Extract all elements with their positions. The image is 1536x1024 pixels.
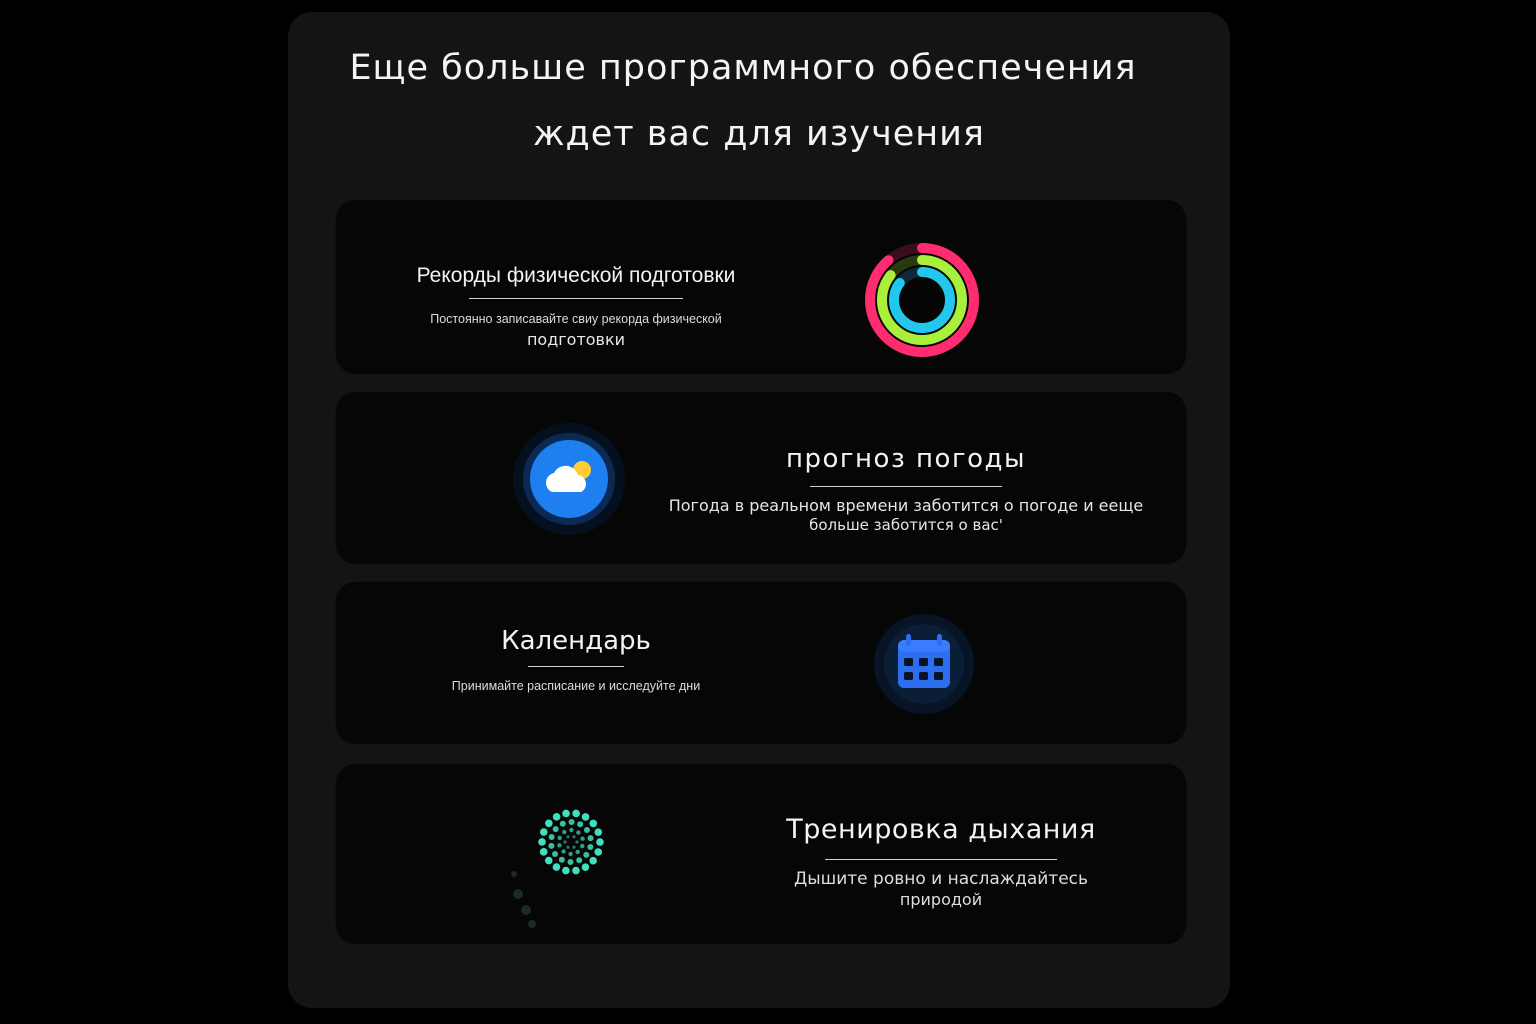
- breathe-icon: [496, 764, 646, 934]
- weather-text: [636, 444, 1176, 535]
- breathe-divider: [825, 859, 1057, 860]
- calendar-divider: [528, 666, 624, 667]
- calendar-text: [426, 626, 726, 695]
- fitness-divider: [469, 298, 683, 299]
- feature-card-weather[interactable]: [336, 392, 1186, 564]
- fitness-desc-line1: Постоянно записавайте свиу рекорда физической: [430, 312, 722, 326]
- feature-panel: [288, 12, 1230, 1008]
- feature-card-fitness[interactable]: [336, 200, 1186, 374]
- weather-divider: [810, 486, 1002, 487]
- calendar-desc-line1: Принимайте расписание и исследуйте дни: [451, 679, 701, 693]
- fitness-desc-line2: подготовки: [526, 329, 626, 349]
- weather-desc-line1: Погода в реальном времени заботится о погоде и еещe: [668, 496, 1144, 515]
- feature-card-breathe[interactable]: [336, 764, 1186, 944]
- weather-desc-line2: больше заботится о вас': [809, 516, 1003, 534]
- feature-card-calendar[interactable]: [336, 582, 1186, 744]
- breathe-title: Тренировка дыхания: [786, 814, 1096, 845]
- weather-title: прогноз погоды: [785, 444, 1027, 474]
- page-title-line1: Еще больше программного обеспечения: [349, 48, 1137, 88]
- breathe-text: [736, 814, 1146, 910]
- breathe-desc-line1: Дышите ровно и наслаждайтесь: [793, 869, 1089, 889]
- calendar-title: Календарь: [501, 626, 651, 656]
- breathe-desc-line2: природой: [899, 890, 983, 910]
- page-title-line2: ждет вас для изучения: [533, 114, 985, 154]
- calendar-icon: [872, 612, 976, 716]
- activity-rings-icon: [862, 240, 982, 360]
- weather-icon: [512, 422, 626, 536]
- fitness-title: Рекорды физической подготовки: [416, 264, 736, 287]
- fitness-text: [396, 264, 756, 350]
